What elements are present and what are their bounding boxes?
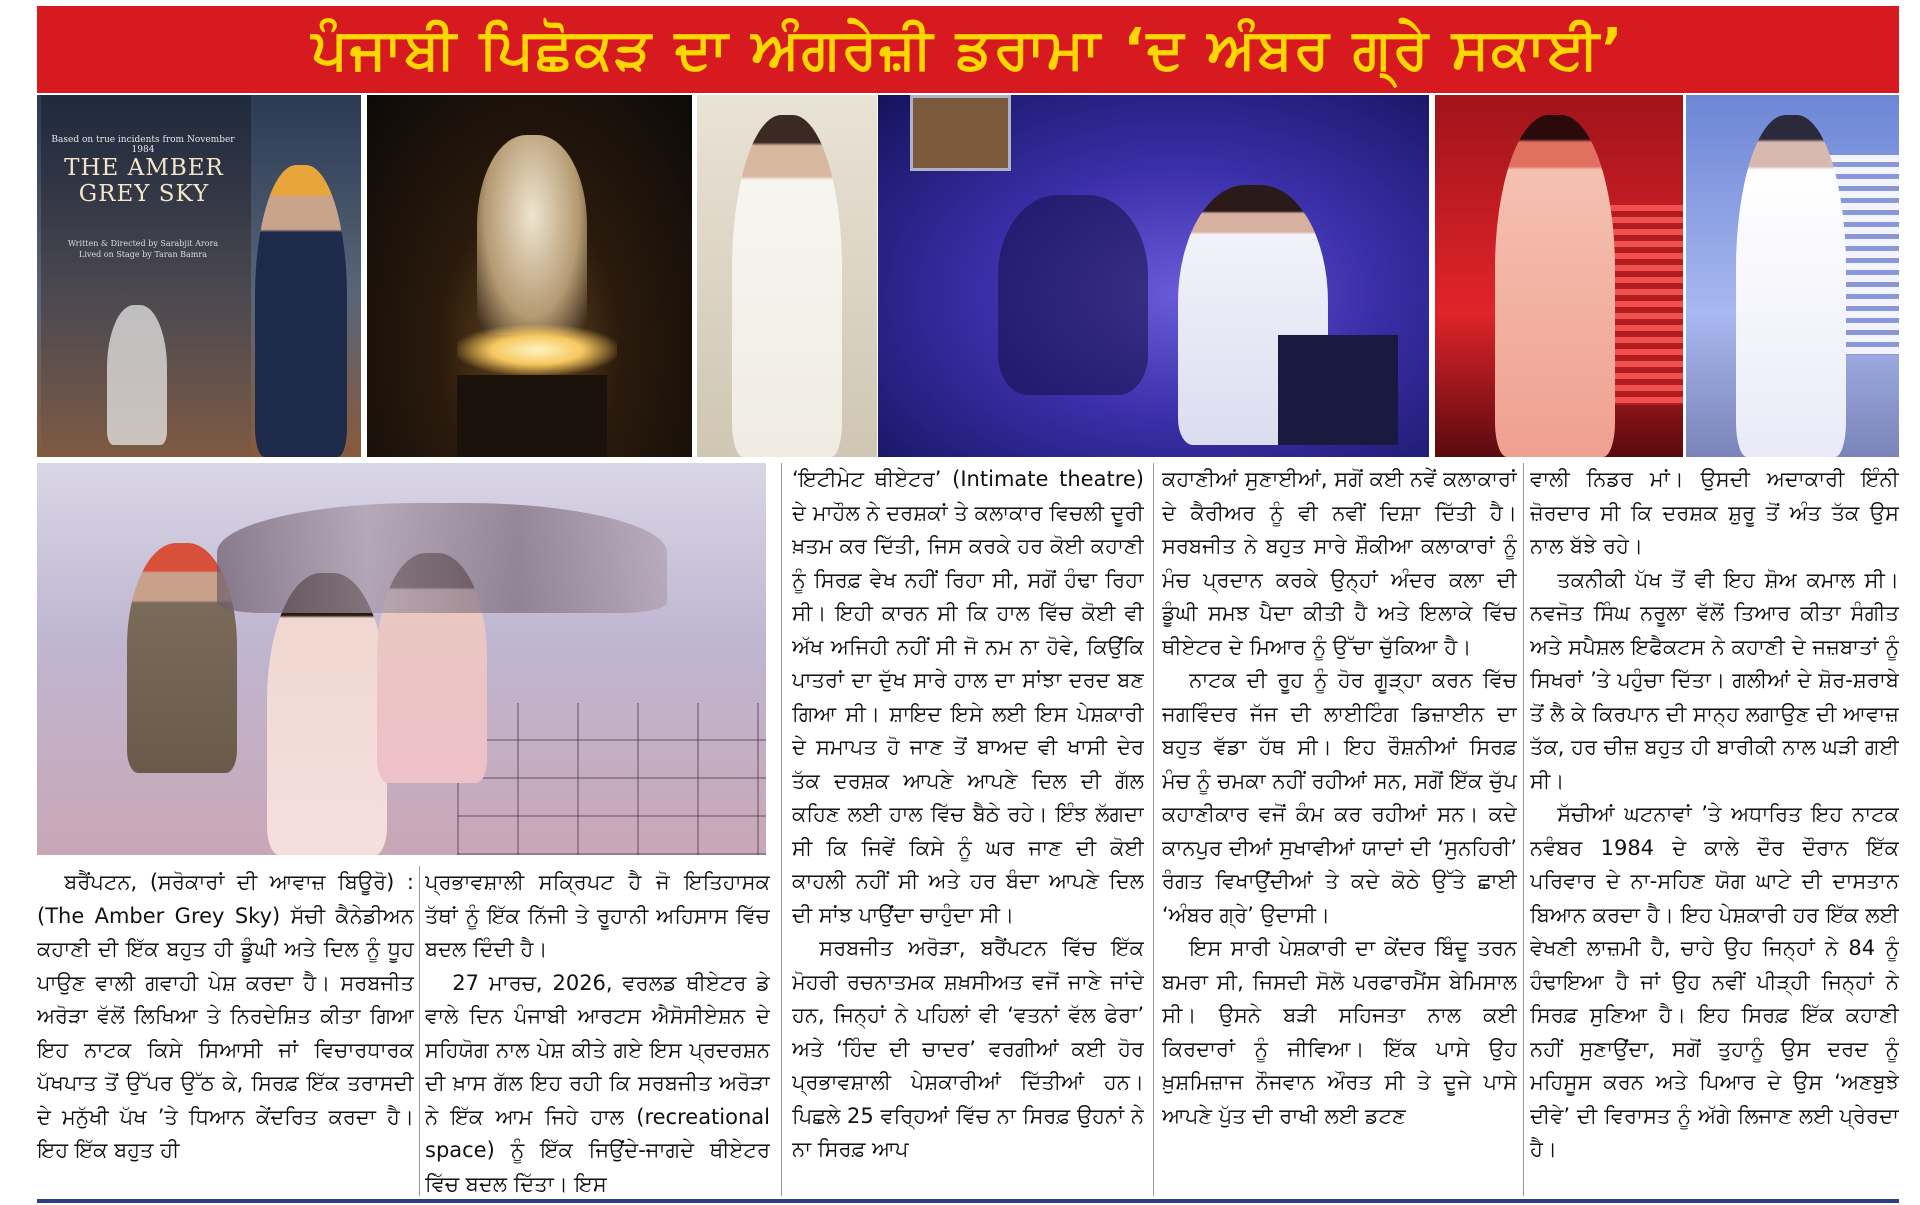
- table: [457, 375, 607, 457]
- article-paragraph: ਤਕਨੀਕੀ ਪੱਖ ਤੋਂ ਵੀ ਇਹ ਸ਼ੋਅ ਕਮਾਲ ਸੀ। ਨਵਜੋਤ ਸਿੰਘ ਨਰੂਲਾ ਵੱਲੋਂ ਤਿਆਰ ਕੀਤਾ ਸੰਗੀਤ ਅਤੇ ਸਪੈਸ਼ਲ ਇਫੈਕਟਸ ਨੇ ਕਹਾਣੀ ਦੇ ਜਜ਼ਬਾਤਾਂ ਨੂੰ ਸਿਖਰਾਂ ’ਤੇ ਪਹੁੰਚਾ ਦਿੱਤਾ। ਗਲੀਆਂ ਦੇ ਸ਼ੋਰ-ਸ਼ਰਾਬੇ ਤੋਂ ਲੈ ਕੇ ਕਿਰਪਾਨ ਦੀ ਸਾਨ੍ਹ ਲਗਾਉਣ ਦੀ ਆਵਾਜ਼ ਤੱਕ, ਹਰ ਚੀਜ਼ ਬਹੁਤ ਹੀ ਬਾਰੀਕੀ ਨਾਲ ਘੜੀ ਗਈ ਸੀ।: [1530, 567, 1899, 793]
- headline-banner: [37, 6, 1899, 93]
- poster-figure: [107, 305, 167, 445]
- bottom-rule: [37, 1199, 1899, 1203]
- article-paragraph: ‘ਇਟੀਮੇਟ ਥੀਏਟਰ’ (Intimate theatre) ਦੇ ਮਾਹੌਲ ਨੇ ਦਰਸ਼ਕਾਂ ਤੇ ਕਲਾਕਾਰ ਵਿਚਲੀ ਦੂਰੀ ਖ਼ਤਮ ਕਰ ਦਿੱਤੀ, ਜਿਸ ਕਰਕੇ ਹਰ ਕੋਈ ਕਹਾਣੀ ਨੂੰ ਸਿਰਫ਼ ਵੇਖ ਨਹੀਂ ਰਿਹਾ ਸੀ, ਸਗੋਂ ਹੰਢਾ ਰਿਹਾ ਸੀ। ਇਹੀ ਕਾਰਨ ਸੀ ਕਿ ਹਾਲ ਵਿੱਚ ਕੋਈ ਵੀ ਅੱਖ ਅਜਿਹੀ ਨਹੀਂ ਸੀ ਜੋ ਨਮ ਨਾ ਹੋਵੇ, ਕਿਉਂਕਿ ਪਾਤਰਾਂ ਦਾ ਦੁੱਖ ਸਾਰੇ ਹਾਲ ਦਾ ਸਾਂਝਾ ਦਰਦ ਬਣ ਗਿਆ ਸੀ। ਸ਼ਾਇਦ ਇਸੇ ਲਈ ਇਸ ਪੇਸ਼ਕਾਰੀ ਦੇ ਸਮਾਪਤ ਹੋ ਜਾਣ ਤੋਂ ਬਾਅਦ ਵੀ ਖਾਸੀ ਦੇਰ ਤੱਕ ਦਰਸ਼ਕ ਆਪਣੇ ਆਪਣੇ ਦਿਲ ਦੀ ਗੱਲ ਕਹਿਣ ਲਈ ਹਾਲ ਵਿੱਚ ਬੈਠੇ ਰਹੇ। ਇੰਝ ਲੱਗਦਾ ਸੀ ਕਿ ਜਿਵੇਂ ਕਿਸੇ ਨੂੰ ਘਰ ਜਾਣ ਦੀ ਕੋਈ ਕਾਹਲੀ ਨਹੀਂ ਸੀ ਅਤੇ ਹਰ ਬੰਦਾ ਆਪਣੇ ਦਿਲ ਦੀ ਸਾਂਝ ਪਾਉਂਦਾ ਚਾਹੁੰਦਾ ਸੀ।: [792, 467, 1144, 927]
- photo-blue-stage: [878, 95, 1429, 457]
- column-rule: [1153, 463, 1154, 1196]
- photo-blue-white: [1686, 95, 1899, 457]
- article-paragraph: ਸੱਚੀਆਂ ਘਟਨਾਵਾਂ ’ਤੇ ਅਧਾਰਿਤ ਇਹ ਨਾਟਕ ਨਵੰਬਰ 1984 ਦੇ ਕਾਲੇ ਦੌਰ ਦੌਰਾਨ ਇੱਕ ਪਰਿਵਾਰ ਦੇ ਨਾ-ਸਹਿਣ ਯੋਗ ਘਾਟੇ ਦੀ ਦਾਸਤਾਨ ਬਿਆਨ ਕਰਦਾ ਹੈ। ਇਹ ਪੇਸ਼ਕਾਰੀ ਹਰ ਇੱਕ ਲਈ ਵੇਖਣੀ ਲਾਜ਼ਮੀ ਹੈ, ਚਾਹੇ ਉਹ ਜਿਨ੍ਹਾਂ ਨੇ 84 ਨੂੰ ਹੰਢਾਇਆ ਹੈ ਜਾਂ ਉਹ ਨਵੀਂ ਪੀੜ੍ਹੀ ਜਿਨ੍ਹਾਂ ਨੇ ਸਿਰਫ਼ ਸੁਣਿਆ ਹੈ। ਇਹ ਸਿਰਫ਼ ਇੱਕ ਕਹਾਣੀ ਨਹੀਂ ਸੁਣਾਉਂਦਾ, ਸਗੋਂ ਤੁਹਾਨੂੰ ਉਸ ਦਰਦ ਨੂੰ ਮਹਿਸੂਸ ਕਰਨ ਅਤੇ ਪਿਆਰ ਦੇ ਉਸ ‘ਅਣਬੁਝੇ ਦੀਵੇ’ ਦੀ ਵਿਰਾਸਤ ਨੂੰ ਅੱਗੇ ਲਿਜਾਣ ਲਈ ਪ੍ਰੇਰਦਾ ਹੈ।: [1530, 802, 1899, 1161]
- poster-tagline: Based on true incidents from November 1984: [51, 135, 235, 155]
- article-paragraph: ਪ੍ਰਭਾਵਸ਼ਾਲੀ ਸਕ੍ਰਿਪਟ ਹੈ ਜੋ ਇਤਿਹਾਸਕ ਤੱਥਾਂ ਨੂੰ ਇੱਕ ਨਿੱਜੀ ਤੇ ਰੂਹਾਨੀ ਅਹਿਸਾਸ ਵਿੱਚ ਬਦਲ ਦਿੰਦੀ ਹੈ।: [425, 870, 770, 961]
- article-column-3: [792, 463, 1144, 1196]
- shadow: [998, 195, 1148, 395]
- poster-title: THE AMBER GREY SKY: [64, 155, 224, 207]
- article-paragraph: ਬਰੈਂਪਟਨ, (ਸਰੋਕਾਰਾਂ ਦੀ ਆਵਾਜ਼ ਬਿਊਰੋ) : (The Amber Grey Sky) ਸੱਚੀ ਕੈਨੇਡੀਅਨ ਕਹਾਣੀ ਦੀ ਇੱਕ ਬਹੁਤ ਹੀ ਡੂੰਘੀ ਅਤੇ ਦਿਲ ਨੂੰ ਧੂਹ ਪਾਉਣ ਵਾਲੀ ਗਵਾਹੀ ਪੇਸ਼ ਕਰਦਾ ਹੈ। ਸਰਬਜੀਤ ਅਰੋੜਾ ਵੱਲੋਂ ਲਿਖਿਆ ਤੇ ਨਿਰਦੇਸ਼ਿਤ ਕੀਤਾ ਗਿਆ ਇਹ ਨਾਟਕ ਕਿਸੇ ਸਿਆਸੀ ਜਾਂ ਵਿਚਾਰਧਾਰਕ ਪੱਖਪਾਤ ਤੋਂ ਉੱਪਰ ਉੱਠ ਕੇ, ਸਿਰਫ਼ ਇੱਕ ਤਰਾਸਦੀ ਦੇ ਮਨੁੱਖੀ ਪੱਖ ’ਤੇ ਧਿਆਨ ਕੇਂਦਰਿਤ ਕਰਦਾ ਹੈ। ਇਹ ਇੱਕ ਬਹੁਤ ਹੀ: [37, 870, 414, 1162]
- article-column-2: [425, 866, 770, 1196]
- actress-red-light: [1495, 115, 1615, 457]
- column-rule: [419, 866, 420, 1196]
- man-in-turban: [255, 165, 347, 457]
- article-paragraph: ਕਹਾਣੀਆਂ ਸੁਣਾਈਆਂ, ਸਗੋਂ ਕਈ ਨਵੇਂ ਕਲਾਕਾਰਾਂ ਦੇ ਕੈਰੀਅਰ ਨੂੰ ਵੀ ਨਵੀਂ ਦਿਸ਼ਾ ਦਿੱਤੀ ਹੈ। ਸਰਬਜੀਤ ਨੇ ਬਹੁਤ ਸਾਰੇ ਸ਼ੌਕੀਆ ਕਲਾਕਾਰਾਂ ਨੂੰ ਮੰਚ ਪ੍ਰਦਾਨ ਕਰਕੇ ਉਨ੍ਹਾਂ ਅੰਦਰ ਕਲਾ ਦੀ ਡੂੰਘੀ ਸਮਝ ਪੈਦਾ ਕੀਤੀ ਹੈ ਅਤੇ ਇਲਾਕੇ ਵਿੱਚ ਥੀਏਟਰ ਦੇ ਮਿਆਰ ਨੂੰ ਉੱਚਾ ਚੁੱਕਿਆ ਹੈ।: [1162, 467, 1517, 659]
- article-paragraph: ਇਸ ਸਾਰੀ ਪੇਸ਼ਕਾਰੀ ਦਾ ਕੇਂਦਰ ਬਿੰਦੂ ਤਰਨ ਬਮਰਾ ਸੀ, ਜਿਸਦੀ ਸੋਲੋ ਪਰਫਾਰਮੈਂਸ ਬੇਮਿਸਾਲ ਸੀ। ਉਸਨੇ ਬੜੀ ਸਹਿਜਤਾ ਨਾਲ ਕਈ ਕਿਰਦਾਰਾਂ ਨੂੰ ਜੀਵਿਆ। ਇੱਕ ਪਾਸੇ ਉਹ ਖ਼ੁਸ਼ਮਿਜ਼ਾਜ ਨੌਜਵਾਨ ਔਰਤ ਸੀ ਤੇ ਦੂਜੇ ਪਾਸੇ ਆਪਣੇ ਪੁੱਤ ਦੀ ਰਾਖੀ ਲਈ ਡਟਣ: [1162, 936, 1517, 1128]
- article-paragraph: ਵਾਲੀ ਨਿਡਰ ਮਾਂ। ਉਸਦੀ ਅਦਾਕਾਰੀ ਇੰਨੀ ਜ਼ੋਰਦਾਰ ਸੀ ਕਿ ਦਰਸ਼ਕ ਸ਼ੁਰੂ ਤੋਂ ਅੰਤ ਤੱਕ ਉਸ ਨਾਲ ਬੱਝੇ ਰਹੇ।: [1530, 467, 1899, 558]
- photo-red-light: [1435, 95, 1683, 457]
- article-column-5: [1530, 463, 1899, 1196]
- audience-row-back: [217, 503, 667, 613]
- article-paragraph: 27 ਮਾਰਚ, 2026, ਵਰਲਡ ਥੀਏਟਰ ਡੇ ਵਾਲੇ ਦਿਨ ਪੰਜਾਬੀ ਆਰਟਸ ਐਸੋਸੀਏਸ਼ਨ ਦੇ ਸਹਿਯੋਗ ਨਾਲ ਪੇਸ਼ ਕੀਤੇ ਗਏ ਇਸ ਪ੍ਰਦਰਸ਼ਨ ਦੀ ਖ਼ਾਸ ਗੱਲ ਇਹ ਰਹੀ ਕਿ ਸਰਬਜੀਤ ਅਰੋੜਾ ਨੇ ਇੱਕ ਆਮ ਜਿਹੇ ਹਾਲ (recreational space) ਨੂੰ ਇੱਕ ਜਿਉਂਦੇ-ਜਾਗਦੇ ਥੀਏਟਰ ਵਿੱਚ ਬਦਲ ਦਿੱਤਾ। ਇਸ: [425, 970, 770, 1196]
- photo-actress-white: [697, 95, 877, 457]
- audience-woman-1: [267, 573, 387, 855]
- photo-candles-scene: [367, 95, 692, 457]
- poster-credit-writer: Written & Directed by Sarabjit Arora: [67, 239, 219, 248]
- article-paragraph: ਨਾਟਕ ਦੀ ਰੂਹ ਨੂੰ ਹੋਰ ਗੂੜ੍ਹਾ ਕਰਨ ਵਿੱਚ ਜਗਵਿੰਦਰ ਜੱਜ ਦੀ ਲਾਈਟਿੰਗ ਡਿਜ਼ਾਈਨ ਦਾ ਬਹੁਤ ਵੱਡਾ ਹੱਥ ਸੀ। ਇਹ ਰੌਸ਼ਨੀਆਂ ਸਿਰਫ਼ ਮੰਚ ਨੂੰ ਚਮਕਾ ਨਹੀਂ ਰਹੀਆਂ ਸਨ, ਸਗੋਂ ਇੱਕ ਚੁੱਪ ਕਹਾਣੀਕਾਰ ਵਜੋਂ ਕੰਮ ਕਰ ਰਹੀਆਂ ਸਨ। ਕਦੇ ਕਾਨਪੁਰ ਦੀਆਂ ਸੁਖਾਵੀਆਂ ਯਾਦਾਂ ਦੀ ‘ਸੁਨਹਿਰੀ’ ਰੰਗਤ ਵਿਖਾਉਂਦੀਆਂ ਤੇ ਕਦੇ ਕੋਠੇ ਉੱਤੇ ਛਾਈ ‘ਅੰਬਰ ਗ੍ਰੇ’ ਉਦਾਸੀ।: [1162, 668, 1517, 927]
- performer-figure: [477, 135, 587, 335]
- poster-credits: [43, 238, 243, 260]
- candles-glow: [457, 325, 617, 375]
- stage-bench: [1278, 335, 1398, 445]
- article-paragraph: ਸਰਬਜੀਤ ਅਰੋੜਾ, ਬਰੈਂਪਟਨ ਵਿੱਚ ਇੱਕ ਮੋਹਰੀ ਰਚਨਾਤਮਕ ਸ਼ਖ਼ਸੀਅਤ ਵਜੋਂ ਜਾਣੇ ਜਾਂਦੇ ਹਨ, ਜਿਨ੍ਹਾਂ ਨੇ ਪਹਿਲਾਂ ਵੀ ‘ਵਤਨਾਂ ਵੱਲ ਫੇਰਾ’ ਅਤੇ ‘ਹਿੰਦ ਦੀ ਚਾਦਰ’ ਵਰਗੀਆਂ ਕਈ ਹੋਰ ਪ੍ਰਭਾਵਸ਼ਾਲੀ ਪੇਸ਼ਕਾਰੀਆਂ ਦਿੱਤੀਆਂ ਹਨ। ਪਿਛਲੇ 25 ਵਰ੍ਹਿਆਂ ਵਿੱਚ ਨਾ ਸਿਰਫ਼ ਉਹਨਾਂ ਨੇ ਨਾ ਸਿਰਫ਼ ਆਪ: [792, 936, 1144, 1161]
- column-rule: [781, 463, 782, 1196]
- actress-blue-white: [1736, 115, 1846, 457]
- photo-audience: [37, 463, 766, 855]
- notice-board: [910, 95, 1011, 171]
- photo-poster-with-man: [37, 95, 361, 457]
- actress-figure: [732, 115, 842, 457]
- poster-credit-performer: Lived on Stage by Taran Bamra: [79, 250, 207, 259]
- article-column-1: [37, 866, 414, 1196]
- column-rule: [1523, 463, 1524, 1196]
- headline-text: ਪੰਜਾਬੀ ਪਿਛੋਕੜ ਦਾ ਅੰਗਰੇਜ਼ੀ ਡਰਾਮਾ ‘ਦ ਅੰਬਰ ਗ੍ਰੇ ਸਕਾਈ’: [311, 16, 1625, 82]
- article-column-4: [1162, 463, 1517, 1196]
- floor-grid: [457, 703, 766, 855]
